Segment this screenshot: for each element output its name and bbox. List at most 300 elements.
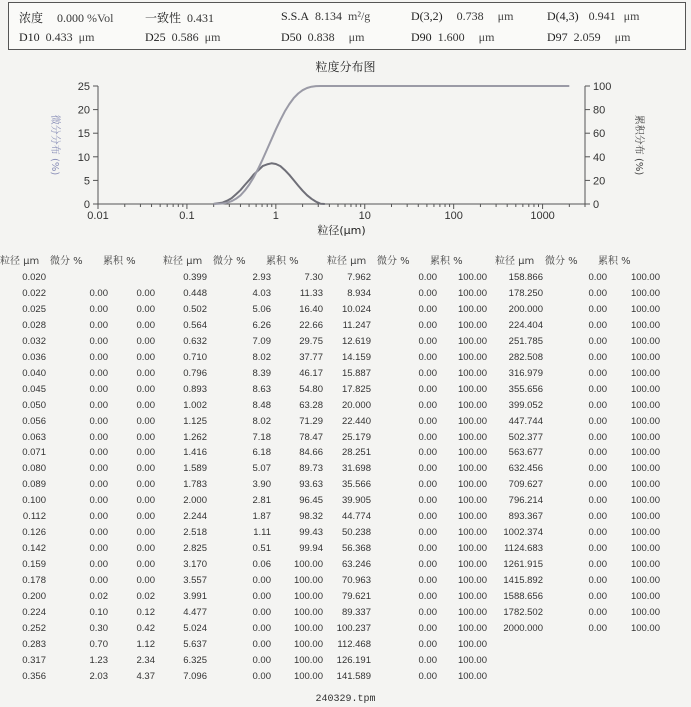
cumulative-cell: 100.00 [457, 511, 487, 523]
differential-cell: 0.00 [418, 495, 437, 507]
cumulative-cell: 100.00 [457, 495, 487, 507]
cumulative-cell: 2.34 [136, 654, 155, 666]
size-cell: 0.632 [183, 335, 207, 347]
cumulative-cell: 100.00 [630, 527, 660, 539]
table-row [0, 607, 691, 623]
cumulative-cell: 100.00 [293, 638, 323, 650]
differential-cell: 0.00 [588, 367, 607, 379]
size-cell: 0.071 [22, 447, 46, 459]
size-cell: 0.040 [22, 367, 46, 379]
cumulative-cell: 100.00 [293, 606, 323, 618]
differential-cell: 0.10 [89, 606, 108, 618]
size-cell: 3.557 [183, 575, 207, 587]
cumulative-cell: 100.00 [630, 575, 660, 587]
table-row [0, 352, 691, 368]
differential-cell: 0.00 [418, 543, 437, 555]
cumulative-cell: 7.30 [304, 272, 323, 283]
ssa-unit: m²/g [348, 9, 371, 23]
differential-cell: 0.00 [588, 495, 607, 507]
y-right-tick-label: 60 [593, 128, 606, 141]
cumulative-cell: 78.47 [299, 431, 323, 443]
d25-label: D25 [145, 30, 166, 44]
table-header [0, 252, 691, 266]
cumulative-cell: 100.00 [630, 287, 660, 299]
cumulative-cell: 100.00 [457, 638, 487, 650]
size-cell: 50.238 [341, 527, 371, 539]
cumulative-cell: 0.00 [136, 447, 155, 459]
cumulative-cell: 46.17 [299, 367, 323, 379]
d32-value: 0.738 [456, 9, 484, 23]
size-cell: 0.028 [22, 319, 46, 331]
cumulative-cell: 0.02 [136, 591, 155, 602]
differential-cell: 0.00 [418, 638, 437, 650]
differential-cell: 0.00 [418, 654, 437, 666]
cumulative-cell: 37.77 [299, 351, 323, 363]
d25-value: 0.586 [171, 30, 199, 44]
size-cell: 158.866 [508, 272, 543, 283]
cumulative-cell: 100.00 [457, 622, 487, 634]
differential-cell: 0.00 [418, 559, 437, 571]
table-row [0, 559, 691, 575]
size-cell: 893.367 [508, 511, 543, 523]
differential-cell: 0.00 [89, 559, 108, 571]
differential-cell: 0.00 [89, 399, 108, 411]
cumulative-cell: 100.00 [457, 287, 487, 299]
size-cell: 0.089 [22, 479, 46, 491]
differential-cell: 5.06 [252, 303, 271, 315]
differential-cell: 0.00 [418, 383, 437, 395]
cumulative-cell: 0.00 [136, 527, 155, 539]
y-right-tick-label: 40 [593, 151, 606, 164]
differential-cell: 0.00 [588, 527, 607, 539]
size-cell: 11.247 [342, 319, 371, 331]
d43-unit: μm [623, 9, 640, 23]
cumulative-cell: 96.45 [299, 495, 323, 507]
column-header: 微分 % [50, 256, 83, 267]
cumulative-cell: 0.00 [136, 479, 155, 491]
differential-cell: 0.00 [89, 479, 108, 491]
differential-cell: 0.00 [89, 303, 108, 315]
y-left-tick-label: 0 [83, 199, 90, 211]
size-cell: 355.656 [508, 383, 543, 395]
column-header: 累积 % [598, 256, 631, 267]
differential-cell: 4.03 [252, 287, 271, 299]
d25-unit: μm [204, 30, 221, 44]
size-cell: 100.237 [336, 622, 371, 634]
cumulative-cell: 0.12 [136, 606, 155, 618]
d10-value: 0.433 [45, 30, 73, 44]
size-cell: 1.589 [183, 463, 207, 475]
size-cell: 5.637 [183, 638, 207, 650]
size-cell: 0.100 [22, 495, 46, 507]
differential-cell: 0.00 [89, 351, 108, 363]
differential-cell: 3.90 [252, 479, 271, 491]
differential-cell: 0.00 [588, 606, 607, 618]
d50-value: 0.838 [307, 30, 335, 44]
differential-cell: 7.18 [252, 431, 271, 443]
size-cell: 0.020 [22, 272, 46, 283]
differential-cell: 2.81 [252, 495, 271, 507]
size-cell: 1415.892 [503, 575, 543, 587]
ssa-label: S.S.A [281, 9, 310, 23]
cumulative-cell: 100.00 [457, 479, 487, 491]
size-cell: 141.589 [336, 670, 371, 682]
d50-unit: μm [348, 30, 365, 44]
cumulative-cell: 0.00 [136, 463, 155, 475]
size-cell: 1.125 [183, 415, 207, 427]
cumulative-cell: 0.00 [136, 559, 155, 571]
table-row [0, 368, 691, 384]
d10-label: D10 [19, 30, 40, 44]
cumulative-cell: 98.32 [299, 511, 323, 523]
differential-cell: 0.00 [418, 575, 437, 587]
differential-cell: 0.00 [418, 622, 437, 634]
cumulative-cell: 100.00 [293, 591, 323, 602]
chart-series [214, 86, 570, 204]
cumulative-cell: 71.29 [299, 415, 323, 427]
column-header: 粒径 μm [495, 256, 535, 267]
differential-cell: 0.00 [89, 463, 108, 475]
size-cell: 502.377 [508, 431, 543, 443]
differential-cell: 0.00 [588, 399, 607, 411]
cumulative-cell: 0.00 [136, 575, 155, 587]
size-cell: 0.796 [183, 367, 207, 379]
cumulative-cell: 100.00 [630, 319, 660, 331]
cumulative-cell: 100.00 [457, 670, 487, 682]
cumulative-cell: 100.00 [630, 367, 660, 379]
cumulative-cell: 63.28 [299, 399, 323, 411]
cumulative-cell: 100.00 [457, 272, 487, 283]
differential-cell: 0.00 [252, 575, 271, 587]
cumulative-cell: 99.94 [299, 543, 323, 555]
cumulative-cell: 100.00 [457, 303, 487, 315]
table-row [0, 527, 691, 543]
cumulative-cell: 0.00 [136, 319, 155, 331]
differential-cell: 0.00 [89, 543, 108, 555]
table-row [0, 639, 691, 655]
y-right-axis-label: 累积分布 (%) [633, 114, 644, 176]
cumulative-cell: 100.00 [630, 351, 660, 363]
differential-cell: 0.00 [588, 463, 607, 475]
table-row [0, 575, 691, 591]
size-cell: 0.159 [22, 559, 46, 571]
size-cell: 31.698 [341, 463, 371, 475]
cumulative-cell: 0.00 [136, 431, 155, 443]
size-cell: 1.416 [183, 447, 207, 459]
size-cell: 3.170 [183, 559, 207, 571]
cumulative-cell: 100.00 [630, 543, 660, 555]
cumulative-cell: 100.00 [630, 447, 660, 459]
size-cell: 70.963 [341, 575, 371, 587]
cumulative-cell: 100.00 [457, 575, 487, 587]
cumulative-cell: 100.00 [293, 575, 323, 587]
table-row [0, 304, 691, 320]
cumulative-cell: 100.00 [630, 303, 660, 315]
size-cell: 0.356 [22, 670, 46, 682]
cumulative-cell: 0.00 [136, 351, 155, 363]
differential-cell: 0.00 [418, 303, 437, 315]
size-cell: 0.022 [22, 287, 46, 299]
differential-cell: 8.02 [252, 351, 271, 363]
differential-cell: 0.00 [89, 527, 108, 539]
y-left-tick-label: 25 [77, 81, 90, 93]
size-cell: 2.518 [183, 527, 207, 539]
table-row [0, 623, 691, 639]
size-cell: 178.250 [508, 287, 543, 299]
y-right-tick-label: 20 [593, 175, 606, 188]
size-cell: 0.126 [22, 527, 46, 539]
size-cell: 0.142 [22, 543, 46, 555]
cumulative-cell: 100.00 [630, 415, 660, 427]
cumulative-curve [214, 86, 570, 204]
cumulative-cell: 93.63 [299, 479, 323, 491]
differential-cell: 6.18 [252, 447, 271, 459]
size-cell: 28.251 [341, 447, 371, 459]
cumulative-cell: 0.42 [136, 622, 155, 634]
y-right-tick-label: 0 [593, 199, 600, 211]
cumulative-cell: 84.66 [299, 447, 323, 459]
size-cell: 0.050 [22, 399, 46, 411]
differential-cell: 0.00 [588, 575, 607, 587]
table-row [0, 320, 691, 336]
column-header: 微分 % [545, 256, 578, 267]
x-tick-label: 0.1 [179, 210, 195, 222]
size-cell: 0.283 [22, 638, 46, 650]
size-cell: 224.404 [508, 319, 543, 331]
size-cell: 2.825 [183, 543, 207, 555]
y-left-tick-label: 15 [77, 128, 90, 141]
differential-cell: 0.00 [588, 272, 607, 283]
table-row [0, 463, 691, 479]
differential-cell: 0.00 [418, 463, 437, 475]
size-cell: 1782.502 [503, 606, 543, 618]
cumulative-cell: 100.00 [630, 272, 660, 283]
concentration-unit: %Vol [87, 11, 114, 25]
cumulative-cell: 100.00 [630, 511, 660, 523]
table-row [0, 272, 691, 288]
size-cell: 0.710 [183, 351, 207, 363]
size-cell: 10.024 [341, 303, 371, 315]
cumulative-cell: 100.00 [457, 463, 487, 475]
differential-cell: 0.00 [89, 575, 108, 587]
differential-cell: 0.00 [588, 303, 607, 315]
cumulative-cell: 100.00 [293, 559, 323, 571]
size-cell: 447.744 [508, 415, 543, 427]
size-cell: 0.178 [22, 575, 46, 587]
differential-cell: 0.00 [418, 367, 437, 379]
cumulative-cell: 100.00 [457, 319, 487, 331]
differential-cell: 0.00 [418, 447, 437, 459]
differential-cell: 0.00 [418, 606, 437, 618]
differential-cell: 1.87 [252, 511, 271, 523]
differential-cell: 8.02 [252, 415, 271, 427]
differential-cell: 0.00 [418, 670, 437, 682]
cumulative-cell: 100.00 [457, 447, 487, 459]
size-cell: 7.962 [347, 272, 371, 283]
differential-cell: 8.48 [252, 399, 271, 411]
differential-cell: 0.00 [418, 431, 437, 443]
x-tick-label: 1 [272, 210, 279, 222]
x-axis-label: 粒径(μm) [317, 224, 366, 237]
size-cell: 6.325 [183, 654, 207, 666]
size-cell: 63.246 [341, 559, 371, 571]
cumulative-cell: 100.00 [293, 654, 323, 666]
table-row [0, 543, 691, 559]
differential-cell: 2.93 [252, 272, 271, 283]
differential-cell: 0.00 [418, 527, 437, 539]
size-cell: 0.080 [22, 463, 46, 475]
column-header: 粒径 μm [0, 256, 40, 267]
cumulative-cell: 100.00 [457, 415, 487, 427]
differential-cell: 0.00 [252, 606, 271, 618]
d32-unit: μm [497, 9, 514, 23]
ssa-value: 8.134 [315, 9, 343, 23]
differential-cell: 0.00 [252, 591, 271, 602]
size-cell: 39.905 [341, 495, 371, 507]
cumulative-cell: 0.00 [136, 367, 155, 379]
differential-cell: 0.00 [89, 495, 108, 507]
size-cell: 563.677 [508, 447, 543, 459]
size-cell: 22.440 [341, 415, 371, 427]
cumulative-cell: 100.00 [457, 383, 487, 395]
cumulative-cell: 0.00 [136, 335, 155, 347]
x-tick-label: 100 [444, 210, 463, 222]
differential-cell: 0.00 [89, 319, 108, 331]
differential-cell: 2.03 [89, 670, 108, 682]
differential-cell: 0.00 [89, 335, 108, 347]
differential-cell: 0.51 [252, 543, 271, 555]
size-cell: 200.000 [508, 303, 543, 315]
cumulative-cell: 0.00 [136, 383, 155, 395]
differential-cell: 0.00 [89, 447, 108, 459]
size-cell: 0.036 [22, 351, 46, 363]
differential-cell: 0.00 [588, 319, 607, 331]
cumulative-cell: 100.00 [457, 591, 487, 602]
size-cell: 126.191 [336, 654, 371, 666]
cumulative-cell: 100.00 [457, 654, 487, 666]
differential-cell: 0.00 [418, 511, 437, 523]
size-cell: 8.934 [347, 287, 371, 299]
differential-cell: 0.00 [89, 287, 108, 299]
size-cell: 25.179 [341, 431, 371, 443]
table-row [0, 495, 691, 511]
size-cell: 1261.915 [503, 559, 543, 571]
cumulative-cell: 100.00 [457, 367, 487, 379]
size-cell: 709.627 [508, 479, 543, 491]
differential-cell: 0.00 [588, 559, 607, 571]
differential-cell: 7.09 [252, 335, 271, 347]
size-cell: 632.456 [508, 463, 543, 475]
size-cell: 399.052 [508, 399, 543, 411]
table-row [0, 447, 691, 463]
d43-value: 0.941 [588, 9, 616, 23]
size-cell: 0.200 [22, 591, 46, 602]
cumulative-cell: 100.00 [630, 431, 660, 443]
d10-unit: μm [78, 30, 95, 44]
differential-cell: 0.00 [588, 383, 607, 395]
cumulative-cell: 100.00 [630, 622, 660, 634]
differential-cell: 0.00 [89, 367, 108, 379]
cumulative-cell: 16.40 [299, 303, 323, 315]
size-cell: 1002.374 [503, 527, 543, 539]
table-row [0, 384, 691, 400]
table-row [0, 336, 691, 352]
cumulative-cell: 0.00 [136, 543, 155, 555]
size-cell: 0.399 [183, 272, 207, 283]
d97-label: D97 [547, 30, 568, 44]
table-row [0, 416, 691, 432]
differential-cell: 0.00 [89, 511, 108, 523]
d90-value: 1.600 [437, 30, 465, 44]
size-cell: 3.991 [183, 591, 207, 602]
table-row [0, 511, 691, 527]
differential-cell: 0.00 [418, 479, 437, 491]
y-left-tick-label: 10 [77, 151, 90, 164]
column-header: 粒径 μm [327, 256, 367, 267]
size-cell: 251.785 [508, 335, 543, 347]
differential-cell: 0.00 [418, 335, 437, 347]
table-row [0, 591, 691, 607]
differential-cell: 0.00 [252, 670, 271, 682]
cumulative-cell: 100.00 [457, 431, 487, 443]
differential-cell: 0.00 [588, 479, 607, 491]
cumulative-cell: 89.73 [299, 463, 323, 475]
d43-label: D(4,3) [547, 9, 579, 23]
cumulative-cell: 100.00 [630, 335, 660, 347]
differential-cell: 0.00 [252, 638, 271, 650]
differential-curve [214, 163, 325, 204]
size-cell: 0.252 [22, 622, 46, 634]
table-row [0, 400, 691, 416]
differential-cell: 0.00 [418, 399, 437, 411]
y-left-tick-label: 20 [77, 104, 90, 117]
cumulative-cell: 100.00 [630, 479, 660, 491]
differential-cell: 1.23 [89, 654, 108, 666]
d32-label: D(3,2) [411, 9, 443, 23]
cumulative-cell: 100.00 [630, 463, 660, 475]
column-header: 微分 % [213, 256, 246, 267]
differential-cell: 0.00 [588, 351, 607, 363]
concentration-label: 浓度 [19, 11, 44, 25]
size-cell: 0.112 [22, 511, 46, 523]
differential-cell: 0.00 [588, 335, 607, 347]
cumulative-cell: 100.00 [630, 399, 660, 411]
size-cell: 0.224 [22, 606, 46, 618]
differential-cell: 0.00 [588, 511, 607, 523]
differential-cell: 0.00 [89, 415, 108, 427]
cumulative-cell: 100.00 [630, 559, 660, 571]
cumulative-cell: 29.75 [299, 335, 323, 347]
differential-cell: 0.30 [89, 622, 108, 634]
size-cell: 79.621 [341, 591, 371, 602]
x-tick-label: 1000 [530, 210, 555, 222]
differential-cell: 0.06 [252, 559, 271, 571]
cumulative-cell: 4.37 [136, 670, 155, 682]
d50-label: D50 [281, 30, 302, 44]
differential-cell: 0.70 [89, 638, 108, 650]
size-cell: 44.774 [341, 511, 371, 523]
uniformity-value: 0.431 [187, 11, 215, 25]
size-cell: 35.566 [341, 479, 371, 491]
differential-cell: 0.00 [252, 654, 271, 666]
size-cell: 15.887 [341, 367, 371, 379]
size-cell: 1124.683 [504, 543, 543, 555]
cumulative-cell: 100.00 [457, 399, 487, 411]
size-cell: 5.024 [183, 622, 207, 634]
chart-title: 粒度分布图 [315, 60, 376, 74]
concentration-value: 0.000 [57, 11, 85, 25]
cumulative-cell: 0.00 [136, 303, 155, 315]
